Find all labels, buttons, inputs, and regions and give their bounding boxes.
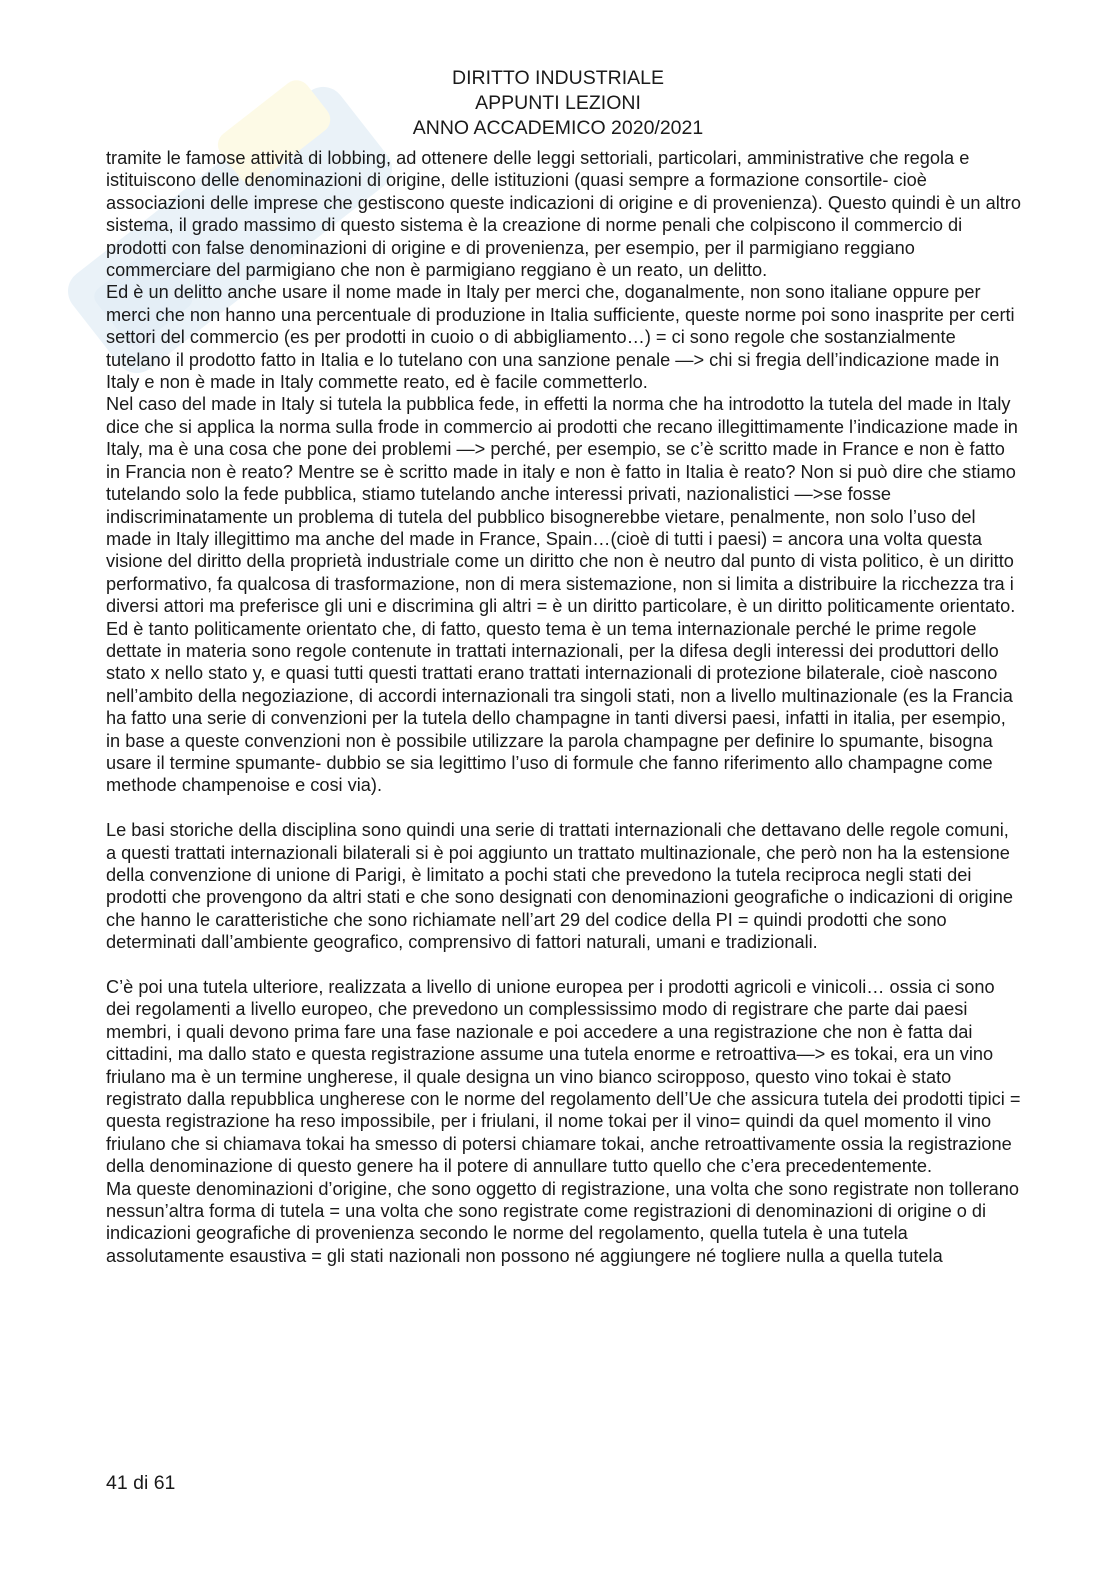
paragraph: tramite le famose attività di lobbing, ad ottenere delle leggi settoriali, particolari, amministrative che regola e istituiscono delle denominazioni di origine, delle istituzioni (quasi sempre a formazione consortile- cioè associazioni delle imprese che gestiscono queste indicazioni di origine e di provenienza). Questo quindi è un altro sistema, il grado massimo di questo sistema è la creazione di norme penali che colpiscono il commercio di prodotti con false denominazioni di origine e di provenienza, per esempio, per il parmigiano reggiano commerciare del parmigiano che non è parmigiano reggiano è un reato, un delitto. — [106, 148, 1021, 281]
paragraph: Ma queste denominazioni d’origine, che sono oggetto di registrazione, una volta che sono registrate non tollerano nessun’altra forma di tutela = una volta che sono registrate come registrazioni di denominazioni di origine o di indicazioni geografiche di provenienza secondo le norme del regolamento, quella tutela è una tutela assolutamente esaustiva = gli stati nazionali non possono né aggiungere né togliere nulla a quella tutela — [106, 1178, 1019, 1266]
header-academic-year: ANNO ACCADEMICO 2020/2021 — [412, 117, 704, 139]
paragraph: C’è poi una tutela ulteriore, realizzata a livello di unione europea per i prodotti agricoli e vinicoli… ossia ci sono dei regolamenti a livello europeo, che prevedono un complessissimo modo di registrare che parte dai paesi membri, i quali devono prima fare una fase nazionale e poi accedere a una registrazione che non è fatta dai cittadini, ma dallo stato e questa registrazione assume una tutela enorme e retroattiva—> es tokai, era un vino friulano ma è un termine ungherese, il quale designa un vino bianco sciropposo, questo vino tokai è stato registrato dalla repubblica ungherese con le norme del regolamento dell’Ue che assicura tutela dei prodotti tipici = questa registrazione ha reso impossibile, per i friulani, il nome tokai per il vino= quindi da quel momento il vino friulano che si chiamava tokai ha smesso di potersi chiamare tokai, anche retroattivamente ossia la registrazione della denominazione di questo genere ha il potere di annullare tutto quello che c’era precedentemente. — [106, 977, 1021, 1177]
page-number: 41 di 61 — [106, 1472, 176, 1494]
paragraph: Le basi storiche della disciplina sono quindi una serie di trattati internazionali che dettavano delle regole comuni, a questi trattati internazionali bilaterali si è poi aggiunto un trattato multinazionale, che però non ha la estensione della convenzione di unione di Parigi, è limitato a pochi stati che prevedono la tutela reciproca negli stati dei prodotti che provengono da altri stati e che sono designati con denominazioni geografiche o indicazioni di origine che hanno le caratteristiche che sono richiamate nell’art 29 del codice della PI = quindi prodotti che sono determinati dall’ambiente geografico, comprensivo di fattori naturali, umani e tradizionali. — [106, 820, 1013, 953]
paragraph: Ed è tanto politicamente orientato che, di fatto, questo tema è un tema internazionale perché le prime regole dettate in materia sono regole contenute in trattati internazionali, per la difesa degli interessi dei produttori dello stato x nello stato y, e quasi tutti questi trattati erano trattati internazionali di protezione bilaterale, cioè nascono nell’ambito della negoziazione, di accordi internazionali tra singoli stati, non a livello multinazionale (es la Francia ha fatto una serie di convenzioni per la tutela dello champagne in tanti diversi paesi, infatti in italia, per esempio, in base a queste convenzioni non è possibile utilizzare la parola champagne per definire lo spumante, bisogna usare il termine spumante- dubbio se sia legittimo l’uso di formule che fanno riferimento allo champagne come methode champenoise e cosi via). — [106, 618, 1013, 796]
document-header — [0, 66, 1116, 141]
header-course-title: DIRITTO INDUSTRIALE — [452, 67, 664, 89]
header-subtitle: APPUNTI LEZIONI — [475, 92, 641, 114]
paragraph: Nel caso del made in Italy si tutela la pubblica fede, in effetti la norma che ha introdotto la tutela del made in Italy dice che si applica la norma sulla frode in commercio ai prodotti che recano illegittimamente l’indicazione made in Italy, ma è una cosa che pone dei problemi —> perché, per esempio, se c’è scritto made in France e non è fatto in Francia non è reato? Mentre se è scritto made in italy e non è fatto in Italia è reato? Non si può dire che stiamo tutelando solo la fede pubblica, stiamo tutelando anche interessi privati, nazionalistici —>se fosse indiscriminatamente un problema di tutela del pubblico bisognerebbe vietare, penalmente, non solo l’uso del made in Italy illegittimo ma anche del made in France, Spain…(cioè di tutti i paesi) = ancora una volta questa visione del diritto della proprietà industriale come un diritto che non è neutro dal punto di vista politico, è un diritto performativo, fa qualcosa di trasformazione, non di mera sistemazione, non si limita a distribuire la ricchezza tra i diversi attori ma preferisce gli uni e discrimina gli altri = è un diritto particolare, è un diritto politicamente orientato. — [106, 394, 1018, 617]
paragraph: Ed è un delitto anche usare il nome made in Italy per merci che, doganalmente, non sono italiane oppure per merci che non hanno una percentuale di produzione in Italia sufficiente, queste norme poi sono inasprite per certi settori del commercio (es per prodotti in cuoio o di abbigliamento…) = ci sono regole che sostanzialmente tutelano il prodotto fatto in Italia e lo tutelano con una sanzione penale —> chi si fregia dell’indicazione made in Italy e non è made in Italy commette reato, ed è facile commetterlo. — [106, 282, 1015, 393]
document-body — [106, 147, 1021, 1267]
